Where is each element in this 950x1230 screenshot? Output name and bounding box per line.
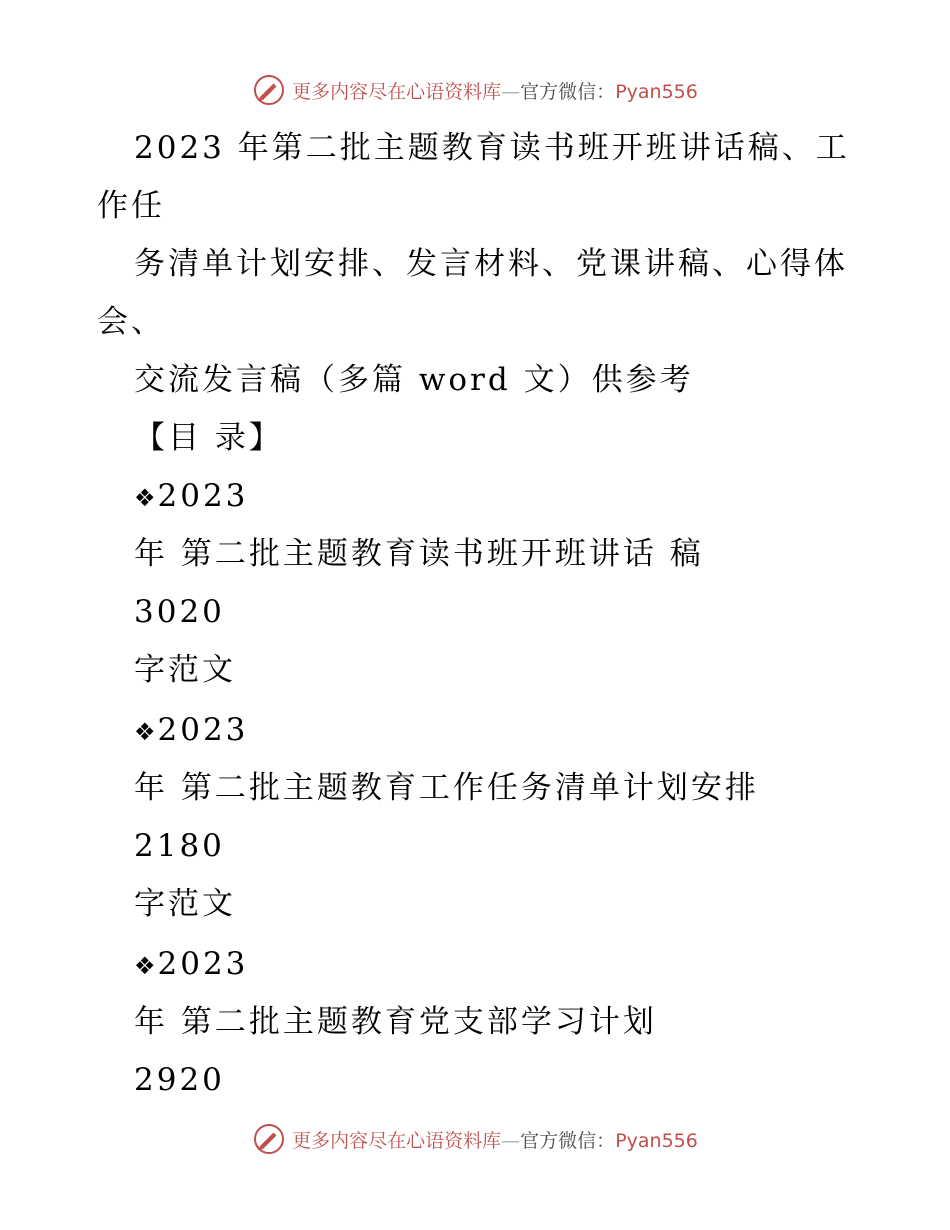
toc-item-2-year: 2023	[157, 712, 249, 748]
toc-heading: 【目 录】	[134, 420, 283, 456]
toc-item-1-year-line	[134, 476, 248, 518]
toc-item-1-suffix: 字范文	[134, 652, 236, 688]
pen-logo-icon	[252, 73, 286, 107]
toc-item-3-year-line	[134, 944, 248, 986]
toc-item-2-count: 2180	[134, 828, 225, 864]
title-line-3: 务清单计划安排、发言材料、党课讲稿、心得体	[134, 246, 848, 282]
toc-item-1-count: 3020	[134, 594, 225, 630]
pen-logo-icon	[252, 1122, 286, 1156]
toc-item-2-title: 年 第二批主题教育工作任务清单计划安排	[134, 770, 759, 806]
title-line-4: 会、	[97, 304, 165, 340]
toc-item-3-count: 2920	[134, 1062, 225, 1098]
toc-item-1-title: 年 第二批主题教育读书班开班讲话 稿	[134, 536, 704, 572]
header-watermark	[0, 70, 950, 110]
title-line-1: 2023 年第二批主题教育读书班开班讲话稿、工	[134, 130, 850, 166]
toc-item-3-title: 年 第二批主题教育党支部学习计划	[134, 1004, 657, 1040]
watermark-group	[252, 1122, 698, 1156]
watermark-main-text: 更多内容尽在心语资料库	[292, 80, 502, 103]
watermark-handle: Pyan556	[615, 1129, 698, 1152]
watermark-official-label: 官方微信：	[520, 80, 616, 103]
diamond-bullet-icon: ❖	[134, 484, 156, 512]
watermark-main-text: 更多内容尽在心语资料库	[292, 1129, 502, 1152]
watermark-dash: —	[501, 1129, 521, 1152]
watermark-text	[292, 1126, 698, 1153]
toc-item-3-year: 2023	[157, 946, 249, 982]
toc-item-2-year-line	[134, 710, 248, 752]
watermark-official-label: 官方微信：	[520, 1129, 616, 1152]
watermark-dash: —	[501, 80, 521, 103]
footer-watermark	[0, 1119, 950, 1159]
diamond-bullet-icon: ❖	[134, 952, 156, 980]
watermark-handle: Pyan556	[615, 80, 698, 103]
watermark-group	[252, 73, 698, 107]
title-line-2: 作任	[97, 188, 165, 224]
toc-item-2-suffix: 字范文	[134, 886, 236, 922]
toc-item-1-year: 2023	[157, 478, 249, 514]
diamond-bullet-icon: ❖	[134, 718, 156, 746]
watermark-text	[292, 77, 698, 104]
title-line-5: 交流发言稿（多篇 word 文）供参考	[134, 362, 694, 398]
